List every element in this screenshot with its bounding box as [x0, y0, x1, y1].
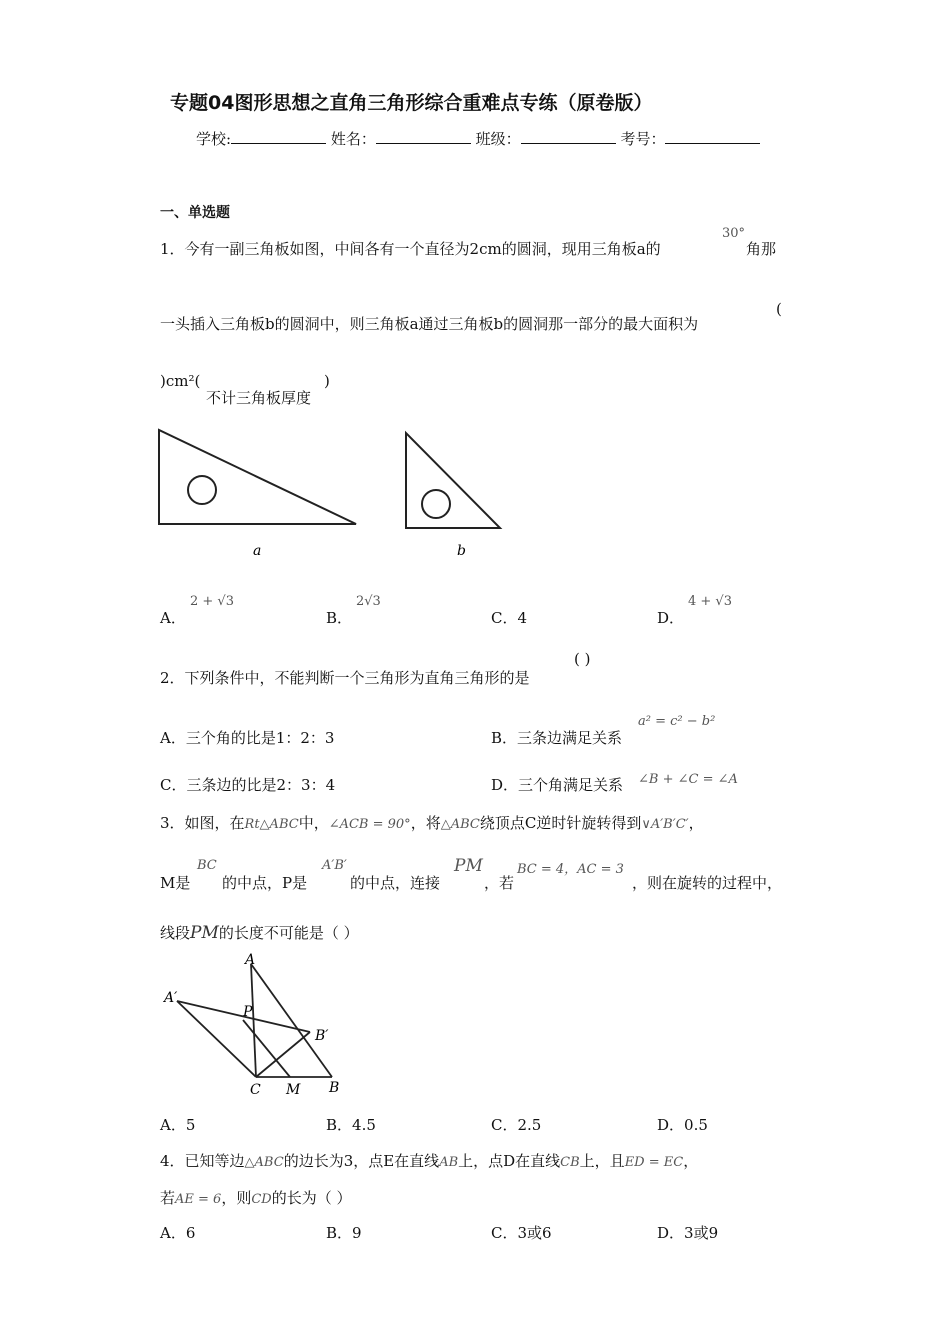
q4-option-d-letter: D．: [657, 1224, 685, 1242]
q3-line2-math-1: BC: [197, 858, 217, 873]
q2-option-d-math: ∠B + ∠C = ∠A: [638, 772, 738, 787]
q1-angle: 30°: [722, 226, 746, 241]
q3-option-d[interactable]: [657, 1114, 708, 1135]
q2-option-c-text: 三条边的比是2：3：4: [186, 776, 336, 794]
q1-option-c-letter: C．: [491, 609, 518, 627]
q3-l1-math-3: △ABC: [440, 817, 480, 832]
q4-option-b-value: 9: [352, 1224, 362, 1242]
label-A: A: [245, 952, 256, 968]
q4-l1-math-2: AB: [439, 1155, 459, 1170]
q3-line2-b: 的中点，P是: [222, 874, 308, 892]
q3-option-b[interactable]: [326, 1114, 376, 1135]
q4-l2-text-c: 的长为（ ）: [271, 1189, 352, 1207]
q1-figure: [150, 420, 520, 570]
q2-option-c-letter: C．: [160, 776, 187, 794]
q4-option-c[interactable]: [491, 1222, 552, 1243]
q3-line3: [160, 922, 359, 943]
q2-option-d-text: 三个角满足关系: [518, 776, 624, 794]
q3-option-a-letter: A．: [160, 1116, 186, 1134]
name-label: 姓名：: [330, 130, 376, 148]
q4-l1-text-b: 的边长为3，点E在直线: [283, 1152, 440, 1170]
q3-l3-text-b: 的长度不可能是（ ）: [218, 924, 359, 942]
q1-line1-text: 1．今有一副三角板如图，中间各有一个直径为2cm的圆洞，现用三角板a的: [160, 240, 661, 258]
triangle-a-hole: [188, 476, 216, 504]
q3-line2-d: ，若: [484, 874, 515, 892]
q4-l2-math-1: AE = 6: [175, 1192, 222, 1207]
section-title: 一、单选题: [160, 205, 230, 221]
q4-option-c-letter: C．: [491, 1224, 518, 1242]
q3-line2-math-2: A′B′: [322, 858, 347, 873]
q4-option-a-letter: A．: [160, 1224, 186, 1242]
q3-l1-text-e: ，: [688, 814, 704, 832]
q1-line1: [160, 238, 661, 259]
student-info-fields: [196, 128, 760, 149]
q2-option-a-text: 三个角的比是1：2：3: [185, 729, 335, 747]
page-title: 专题04图形思想之直角三角形综合重难点专练（原卷版）: [170, 92, 653, 114]
q1-option-a-letter: A．: [160, 609, 186, 627]
q2-paren: ( ): [574, 650, 591, 668]
label-b: b: [457, 543, 466, 559]
q4-option-d[interactable]: [657, 1222, 718, 1243]
school-blank: [231, 129, 326, 144]
q2-option-b[interactable]: [491, 727, 622, 748]
q2-option-d[interactable]: [491, 774, 623, 795]
q3-option-c[interactable]: [491, 1114, 541, 1135]
label-M: M: [286, 1082, 301, 1098]
name-blank: [376, 129, 471, 144]
q4-l1-math-3: CB: [560, 1155, 580, 1170]
triangle-a: [159, 430, 356, 524]
class-label: 班级：: [475, 130, 521, 148]
exam-number-blank: [665, 129, 760, 144]
label-C: C: [250, 1082, 261, 1098]
q3-line2-math-4: BC = 4，AC = 3: [517, 862, 624, 877]
q4-option-a[interactable]: [160, 1222, 195, 1243]
q3-line2-c: 的中点，连接: [350, 874, 441, 892]
q1-option-b-value: 2√3: [356, 594, 381, 609]
q1-option-b-letter: B．: [326, 609, 353, 627]
q1-option-b[interactable]: [326, 607, 352, 628]
q1-note: 不计三角板厚度: [206, 389, 312, 407]
q3-l1-math-1: Rt△ABC: [244, 817, 299, 832]
q4-l1-math-1: △ABC: [244, 1155, 284, 1170]
q3-line1: [160, 812, 704, 833]
q2-stem: 2．下列条件中，不能判断一个三角形为直角三角形的是: [160, 669, 530, 687]
q3-l3-text-a: 线段: [160, 924, 191, 942]
q3-l1-math-2: ∠ACB = 90°: [328, 817, 411, 832]
q1-option-a-value: 2 + √3: [190, 594, 234, 609]
q3-option-a-value: 5: [185, 1116, 196, 1134]
q1-note-close: ): [324, 372, 330, 390]
segment-CA: [251, 964, 256, 1077]
q1-option-c-value: 4: [517, 609, 528, 627]
label-B: B: [329, 1080, 340, 1096]
q1-option-a[interactable]: [160, 607, 186, 628]
q4-option-d-value: 3或9: [684, 1224, 719, 1242]
q3-line2-e: ，则在旋转的过程中，: [632, 874, 783, 892]
q1-option-d-value: 4 + √3: [688, 594, 732, 609]
q4-line1: [160, 1150, 698, 1171]
label-B-prime: B′: [315, 1028, 329, 1044]
q4-l1-text-a: 4．已知等边: [160, 1152, 245, 1170]
q2-option-b-math: a² = c² − b²: [638, 714, 716, 729]
q2-option-a-letter: A．: [160, 729, 186, 747]
q4-option-b-letter: B．: [326, 1224, 353, 1242]
q2-option-b-text: 三条边满足关系: [517, 729, 623, 747]
q1-option-c[interactable]: [491, 607, 527, 628]
q3-option-d-value: 0.5: [684, 1116, 708, 1134]
label-a: a: [253, 543, 262, 559]
q4-l2-math-2: CD: [251, 1192, 272, 1207]
q3-l1-text-b: 中，: [298, 814, 329, 832]
q3-l3-math-1: PM: [190, 923, 219, 943]
exam-number-label: 考号：: [620, 130, 666, 148]
q3-option-b-value: 4.5: [352, 1116, 376, 1134]
q3-line2-a: M是: [160, 874, 191, 892]
q1-line2: 一头插入三角板b的圆洞中，则三角板a通过三角板b的圆洞那一部分的最大面积为: [160, 315, 699, 333]
triangle-b: [406, 433, 500, 528]
q3-figure: [155, 950, 355, 1100]
q4-l2-text-b: ，则: [221, 1189, 252, 1207]
q4-l1-math-4: ED = EC: [624, 1155, 684, 1170]
q3-option-c-letter: C．: [491, 1116, 518, 1134]
q3-l1-text-c: ，将: [410, 814, 441, 832]
q3-l1-text-d: 绕顶点C逆时针旋转得到: [479, 814, 642, 832]
q1-option-d[interactable]: [657, 607, 684, 628]
q2-option-a[interactable]: [160, 727, 334, 748]
q1-unit: )cm²(: [160, 372, 201, 390]
q1-option-d-letter: D．: [657, 609, 685, 627]
q3-option-d-letter: D．: [657, 1116, 685, 1134]
label-A-prime: A′: [164, 990, 178, 1006]
q1-paren-open: (: [776, 300, 782, 318]
q2-option-c[interactable]: [160, 774, 335, 795]
q3-line2-math-3: PM: [454, 856, 483, 876]
q1-line1-end: 角那: [746, 240, 777, 258]
triangle-b-hole: [422, 490, 450, 518]
q4-line2: [160, 1187, 352, 1208]
label-P: P: [243, 1004, 253, 1020]
q4-l1-text-c: 上，点D在直线: [458, 1152, 561, 1170]
q3-option-c-value: 2.5: [517, 1116, 542, 1134]
q4-option-c-value: 3或6: [517, 1224, 552, 1242]
q3-l1-math-4: ∨A′B′C′: [641, 817, 689, 832]
q4-l2-text-a: 若: [160, 1189, 176, 1207]
q3-option-a[interactable]: [160, 1114, 195, 1135]
q3-l1-text-a: 3．如图，在: [160, 814, 245, 832]
school-label: 学校:: [196, 130, 232, 148]
q2-option-d-letter: D．: [491, 776, 519, 794]
class-blank: [521, 129, 616, 144]
segment-B1C: [256, 1032, 310, 1077]
q4-option-a-value: 6: [185, 1224, 196, 1242]
q4-l1-text-e: ，: [683, 1152, 699, 1170]
q3-option-b-letter: B．: [326, 1116, 353, 1134]
q4-l1-text-d: 上，且: [579, 1152, 625, 1170]
q2-option-b-letter: B．: [491, 729, 518, 747]
q4-option-b[interactable]: [326, 1222, 362, 1243]
